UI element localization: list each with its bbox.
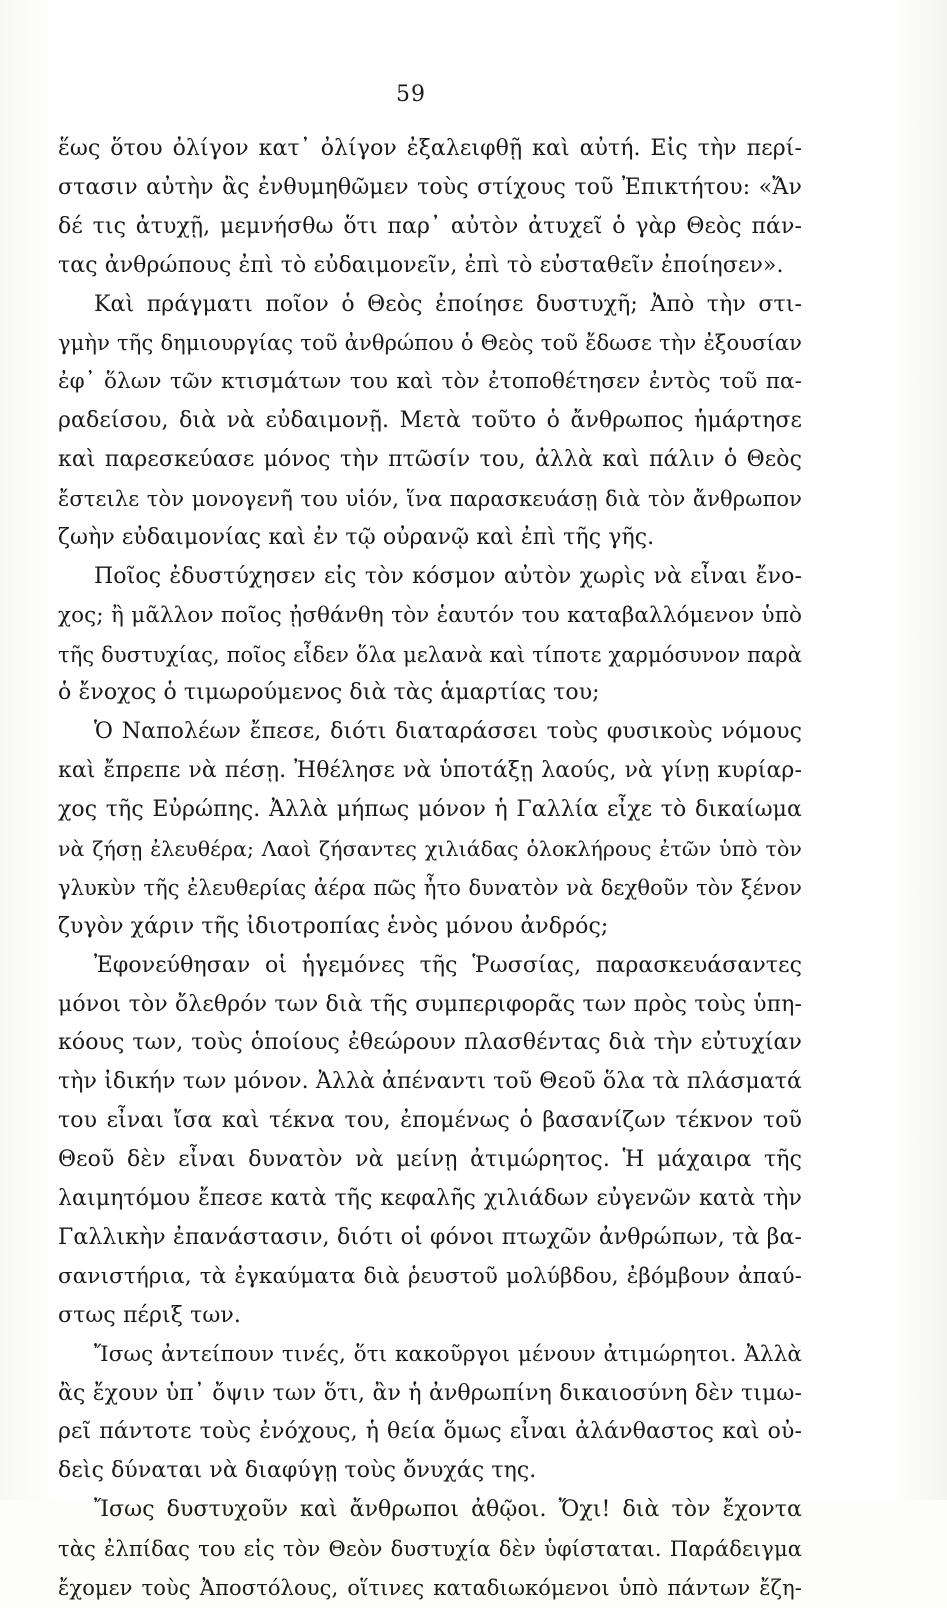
- text-line: καὶ ἔπρεπε νὰ πέσῃ. Ἠθέλησε νὰ ὑποτάξῃ λαούς, νὰ γίνῃ κυρίαρ-: [58, 758, 802, 784]
- text-line: τῆς δυστυχίας, ποῖος εἶδεν ὅλα μελανὰ καὶ τίποτε χαρμόσυνον παρὰ: [58, 642, 802, 667]
- text-line: τας ἀνθρώπους ἐπὶ τὸ εὐδαιμονεῖν, ἐπὶ τὸ εὐσταθεῖν ἐποίησεν».: [58, 252, 784, 278]
- text-line: καὶ παρεσκεύασε μόνος τὴν πτῶσίν του, ἀλλὰ καὶ πάλιν ὁ Θεὸς: [58, 447, 802, 473]
- text-line: Ἴσως ἀντείπουν τινές, ὅτι κακοῦργοι μένουν ἀτιμώρητοι. Ἀλλὰ: [94, 1341, 802, 1367]
- text-line: χος τῆς Εὐρώπης. Ἀλλὰ μήπως μόνον ἡ Γαλλία εἶχε τὸ δικαίωμα: [58, 797, 802, 823]
- text-line: σανιστήρια, τὰ ἐγκαύματα διὰ ῥευστοῦ μολύβδου, ἐβόμβουν ἀπαύ-: [58, 1263, 802, 1289]
- text-line: Θεοῦ δὲν εἶναι δυνατὸν νὰ μείνῃ ἀτιμώρητος. Ἡ μάχαιρα τῆς: [58, 1147, 802, 1173]
- text-line: λαιμητόμου ἔπεσε κατὰ τῆς κεφαλῆς χιλιάδων εὐγενῶν κατὰ τὴν: [58, 1186, 802, 1212]
- page-number: 59: [396, 82, 426, 107]
- text-line: κόους των, τοὺς ὁποίους ἐθεώρουν πλασθέντας διὰ τὴν εὐτυχίαν: [58, 1030, 802, 1056]
- text-line: ἔστειλε τὸν μονογενῆ του υἱόν, ἵνα παρασκευάσῃ διὰ τὸν ἄνθρωπον: [58, 487, 802, 512]
- text-line: ἔχομεν τοὺς Ἀποστόλους, οἵτινες καταδιωκόμενοι ὑπὸ πάντων ἔζη-: [58, 1575, 802, 1600]
- text-line: ὁ ἔνοχος ὁ τιμωρούμενος διὰ τὰς ἁμαρτίας του;: [58, 680, 600, 706]
- text-line: Ἐφονεύθησαν οἱ ἡγεμόνες τῆς Ῥωσσίας, παρασκευάσαντες: [94, 952, 802, 978]
- text-line: γλυκὺν τῆς ἐλευθερίας ἀέρα πῶς ἦτο δυνατὸν νὰ δεχθοῦν τὸν ξένον: [58, 875, 802, 900]
- text-line: Ἴσως δυστυχοῦν καὶ ἄνθρωποι ἀθῷοι. Ὄχι! διὰ τὸν ἔχοντα: [94, 1497, 802, 1523]
- text-line: ἐφ᾽ ὅλων τῶν κτισμάτων του καὶ τὸν ἐτοποθέτησεν ἐντὸς τοῦ πα-: [58, 369, 802, 395]
- text-line: χος; ἢ μᾶλλον ποῖος ᾐσθάνθη τὸν ἑαυτόν του καταβαλλόμενον ὑπὸ: [58, 602, 802, 628]
- text-line: ζωὴν εὐδαιμονίας καὶ ἐν τῷ οὐρανῷ καὶ ἐπὶ τῆς γῆς.: [58, 524, 655, 550]
- text-line: μόνοι τὸν ὄλεθρόν των διὰ τῆς συμπεριφορᾶς των πρὸς τοὺς ὑπη-: [58, 991, 802, 1017]
- text-line: νὰ ζήσῃ ἐλευθέρα; Λαοὶ ζήσαντες χιλιάδας ὁλοκλήρους ἐτῶν ὑπὸ τὸν: [58, 837, 802, 862]
- text-line: ζυγὸν χάριν τῆς ἰδιοτροπίας ἑνὸς μόνου ἀνδρός;: [58, 913, 609, 939]
- text-line: στως πέριξ των.: [58, 1302, 241, 1328]
- text-line: ἕως ὅτου ὀλίγον κατ᾽ ὀλίγον ἐξαλειφθῇ καὶ αὐτή. Εἰς τὴν περί-: [58, 136, 802, 161]
- text-line: του εἶναι ἴσα καὶ τέκνα του, ἐπομένως ὁ βασανίζων τέκνον τοῦ: [58, 1108, 802, 1134]
- body-text: [58, 130, 802, 1608]
- text-line: δέ τις ἀτυχῇ, μεμνήσθω ὅτι παρ᾽ αὐτὸν ἀτυχεῖ ὁ γὰρ Θεὸς πάν-: [58, 213, 802, 239]
- text-line: στασιν αὐτὴν ἂς ἐνθυμηθῶμεν τοὺς στίχους τοῦ Ἐπικτήτου: «Ἄν: [58, 174, 802, 200]
- text-line: ἂς ἔχουν ὑπ᾽ ὄψιν των ὅτι, ἂν ἡ ἀνθρωπίνη δικαιοσύνη δὲν τιμω-: [58, 1380, 802, 1406]
- text-line: Γαλλικὴν ἐπανάστασιν, διότι οἱ φόνοι πτωχῶν ἀνθρώπων, τὰ βα-: [58, 1224, 802, 1250]
- text-line: δεὶς δύναται νὰ διαφύγῃ τοὺς ὄνυχάς της.: [58, 1458, 537, 1484]
- text-line: γμὴν τῆς δημιουργίας τοῦ ἀνθρώπου ὁ Θεὸς τοῦ ἔδωσε τὴν ἐξουσίαν: [58, 331, 802, 356]
- text-line: ραδείσου, διὰ νὰ εὐδαιμονῇ. Μετὰ τοῦτο ὁ ἄνθρωπος ἡμάρτησε: [58, 408, 802, 434]
- text-line: Καὶ πράγματι ποῖον ὁ Θεὸς ἐποίησε δυστυχῆ; Ἀπὸ τὴν στι-: [94, 291, 802, 317]
- text-line: τὴν ἰδικήν των μόνον. Ἀλλὰ ἀπέναντι τοῦ Θεοῦ ὅλα τὰ πλάσματά: [58, 1069, 802, 1095]
- text-line: Ὁ Ναπολέων ἔπεσε, διότι διαταράσσει τοὺς φυσικοὺς νόμους: [94, 719, 802, 745]
- text-line: τὰς ἐλπίδας του εἰς τὸν Θεὸν δυστυχία δὲν ὑφίσταται. Παράδειγμα: [58, 1537, 802, 1562]
- text-line: Ποῖος ἐδυστύχησεν εἰς τὸν κόσμον αὐτὸν χωρὶς νὰ εἶναι ἔνο-: [94, 563, 802, 589]
- text-line: ρεῖ πάντοτε τοὺς ἐνόχους, ἡ θεία ὅμως εἶναι ἀλάνθαστος καὶ οὐ-: [58, 1419, 802, 1445]
